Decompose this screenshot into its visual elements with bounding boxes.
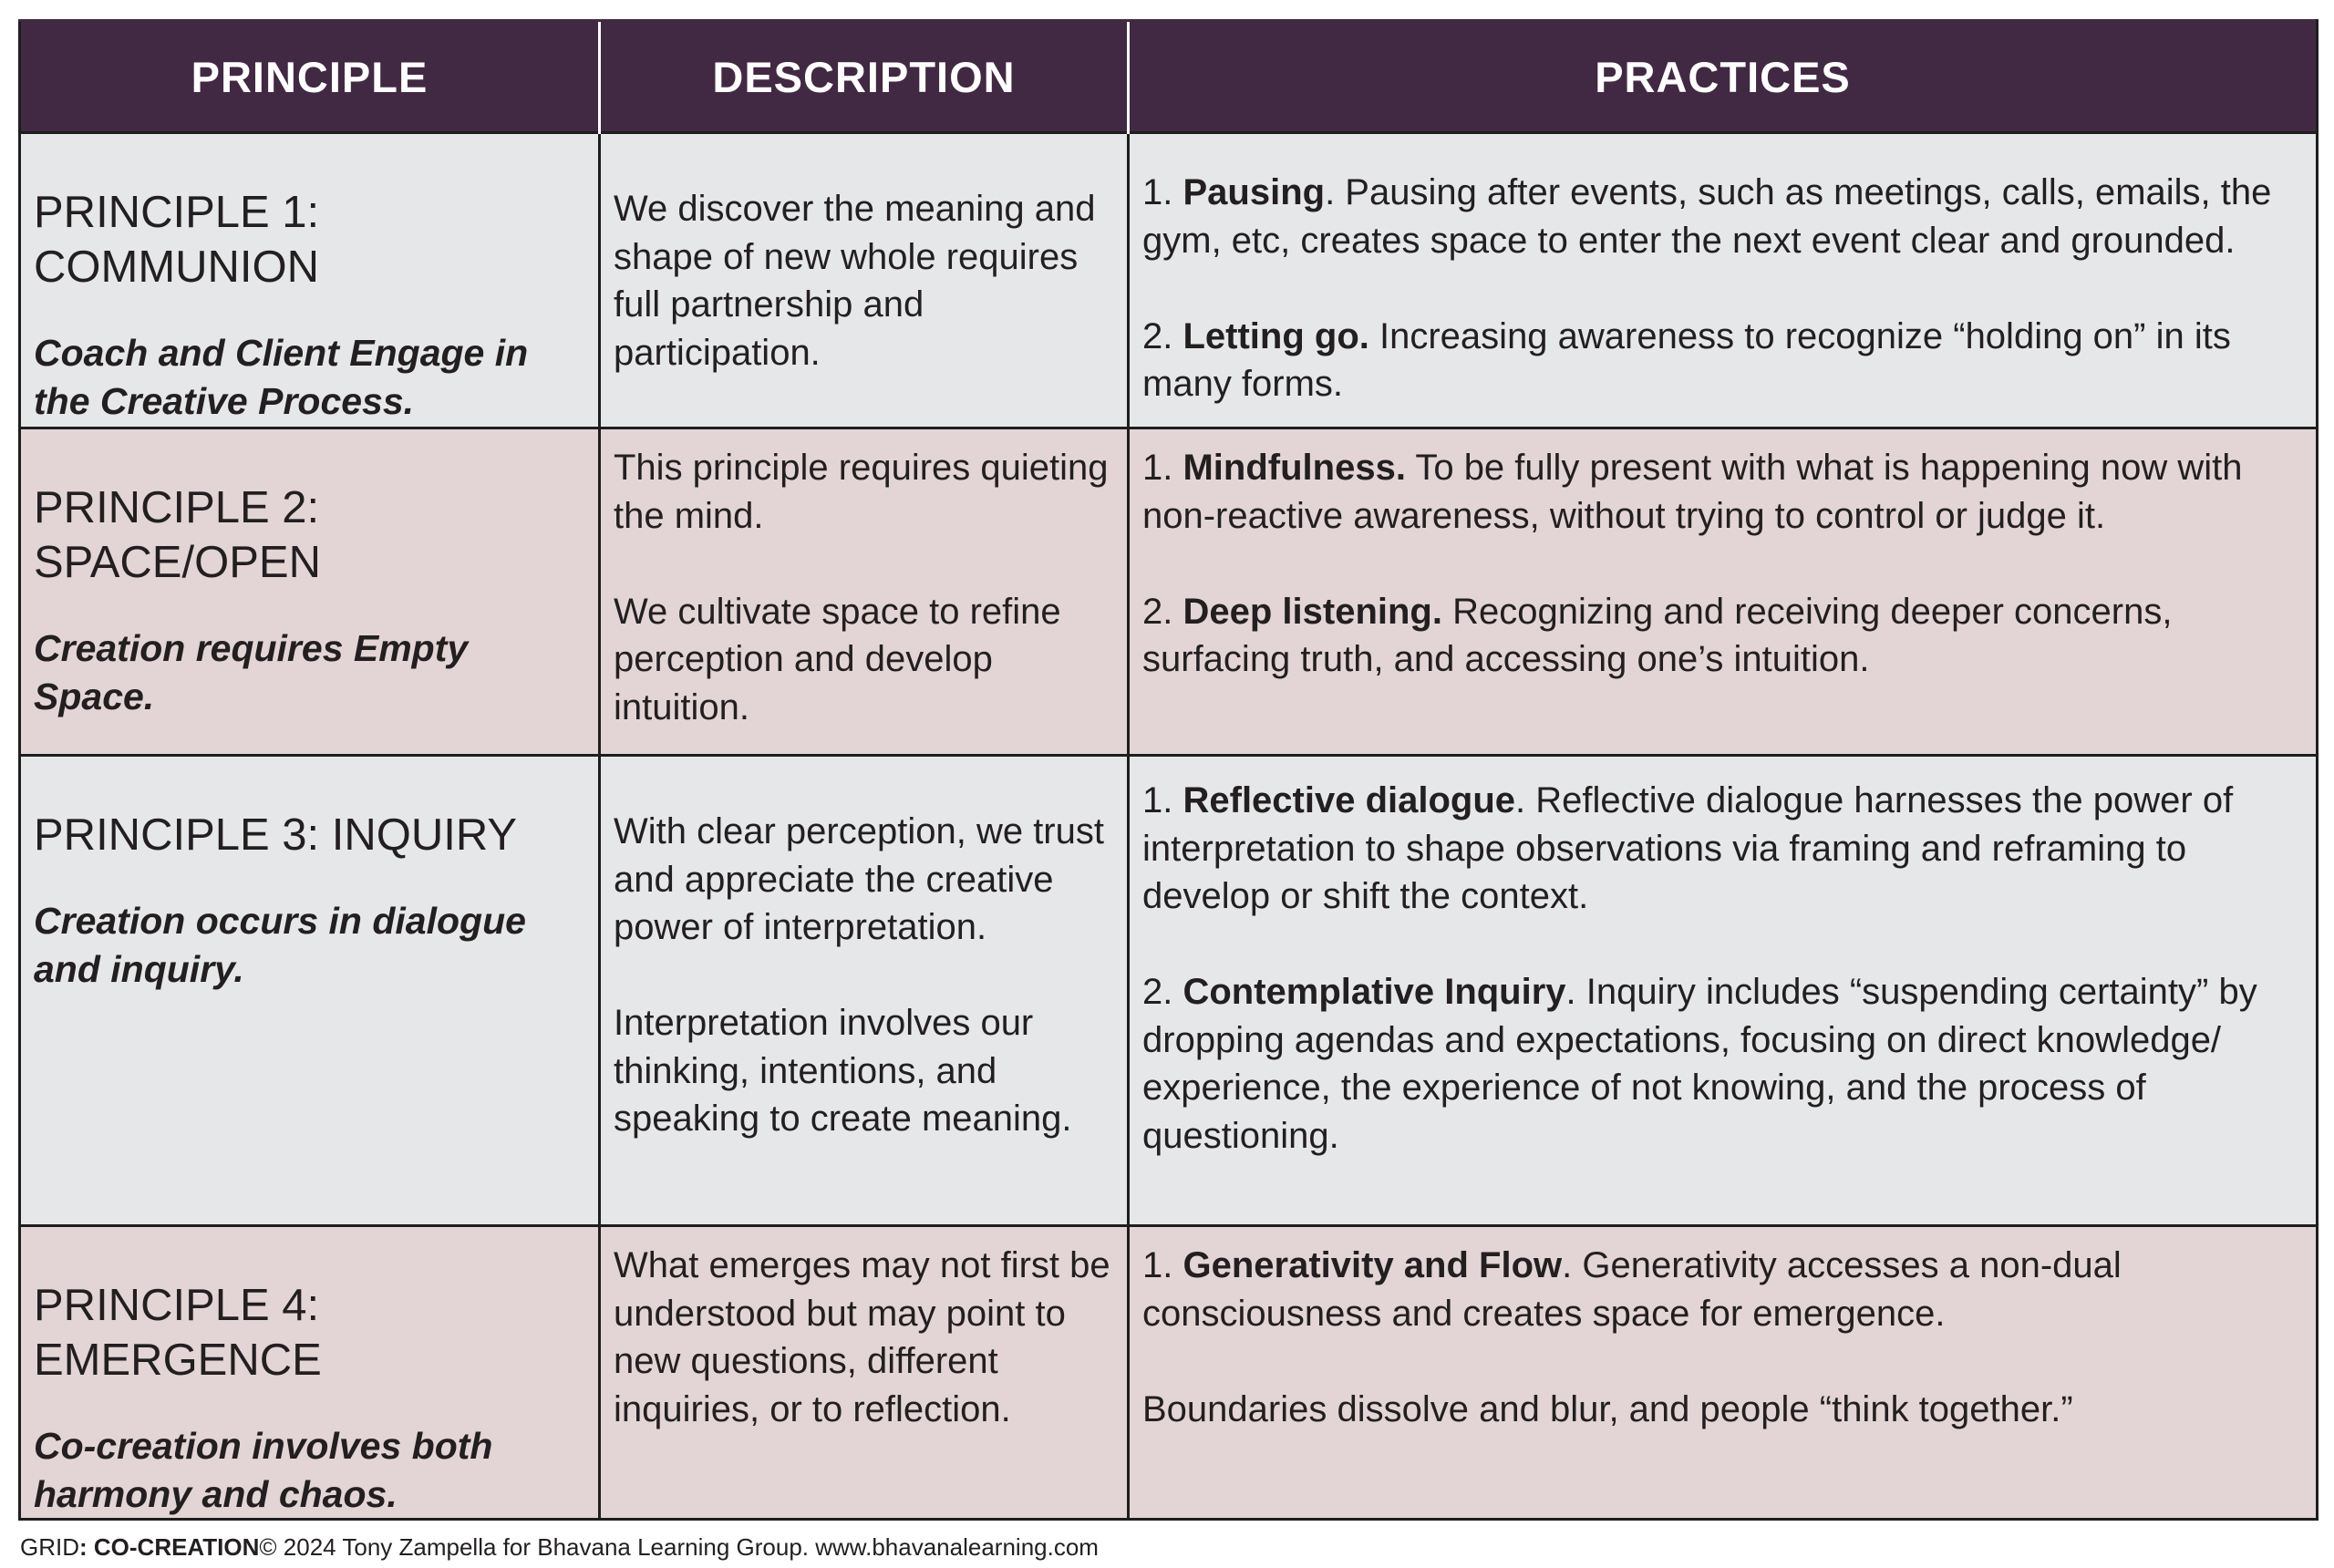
practice-name: Mindfulness. (1182, 448, 1406, 488)
principle-cell (20, 1226, 600, 1520)
practice-number: 2. (1142, 315, 1183, 356)
header-principle: PRINCIPLE (20, 21, 600, 133)
footer-prefix: GRID (20, 1533, 79, 1561)
practice-number: 2. (1142, 591, 1183, 632)
description-text: We cultivate space to refine perception and develop intuition. (614, 591, 1061, 727)
practice-number: 1. (1142, 172, 1183, 212)
footer-credit (20, 1533, 1099, 1562)
principle-title: PRINCIPLE 3: INQUIRY (34, 810, 518, 860)
footer-copyright: © 2024 Tony Zampella for Bhavana Learning Group. www.bhavanalearning.com (259, 1533, 1099, 1561)
description-text: We discover the meaning and shape of new whole requires full partnership and participation. (614, 189, 1096, 373)
practices-cell (1129, 756, 2318, 1226)
principle-subtitle: Coach and Client Engage in the Creative Process. (34, 332, 529, 422)
principle-cell (20, 428, 600, 756)
practices-cell (1129, 133, 2318, 428)
principle-cell (20, 756, 600, 1226)
principle-title: PRINCIPLE 1: COMMUNION (34, 188, 320, 292)
description-text: Interpretation involves our thinking, intentions, and speaking to create meaning. (614, 1003, 1072, 1139)
practices-cell (1129, 428, 2318, 756)
description-text: With clear perception, we trust and appreciate the creative power of interpretation. (614, 811, 1104, 947)
principle-row-3 (20, 756, 2318, 1226)
practice-number: 1. (1142, 780, 1183, 820)
principle-subtitle: Creation occurs in dialogue and inquiry. (34, 900, 526, 990)
practice-text: Increasing awareness to recognize “holding on” in its many forms. (1142, 315, 2231, 404)
description-cell (600, 1226, 1129, 1520)
principle-row-1 (20, 133, 2318, 428)
header-row (20, 21, 2318, 133)
practice-number: 2. (1142, 972, 1183, 1012)
practice-text: Recognizing and receiving deeper concerns, surfacing truth, and accessing one’s intuition. (1142, 591, 2173, 679)
practice-item (1142, 313, 2303, 408)
header-description: DESCRIPTION (600, 21, 1129, 133)
practice-text: . Generativity accesses a non-dual consciousness and creates space for emergence. (1142, 1245, 2122, 1334)
description-cell (600, 428, 1129, 756)
practice-item (1142, 968, 2303, 1160)
practice-name: Generativity and Flow (1182, 1245, 1563, 1285)
co-creation-grid (18, 19, 2319, 1521)
practice-item (1142, 588, 2303, 684)
practice-number: 1. (1142, 448, 1183, 488)
principle-title: PRINCIPLE 4: EMERGENCE (34, 1281, 322, 1385)
description-text: What emerges may not first be understood but may point to new questions, different inquiries, or to reflection. (614, 1245, 1110, 1429)
practice-item (1142, 777, 2303, 921)
practice-text: . Pausing after events, such as meetings, calls, emails, the gym, etc, creates space to enter the next event clear and grounded. (1142, 172, 2272, 261)
principle-subtitle: Creation requires Empty Space. (34, 627, 469, 717)
practice-item (1142, 169, 2303, 264)
practice-name: Reflective dialogue (1182, 780, 1516, 820)
principle-cell (20, 133, 600, 428)
practices-cell (1129, 1226, 2318, 1520)
practice-item (1142, 1386, 2303, 1434)
footer-title: : CO-CREATION (79, 1533, 260, 1561)
principle-row-4 (20, 1226, 2318, 1520)
practice-text: To be fully present with what is happening now with non-reactive awareness, without trying to control or judge it. (1142, 448, 2243, 536)
practice-text: . Reflective dialogue harnesses the power of interpretation to shape observations via framing and reframing to develop or shift the context. (1142, 780, 2234, 916)
practice-name: Contemplative Inquiry (1182, 972, 1566, 1012)
description-cell (600, 756, 1129, 1226)
description-cell (600, 133, 1129, 428)
principle-row-2 (20, 428, 2318, 756)
description-text: This principle requires quieting the mind. (614, 448, 1109, 536)
principle-title: PRINCIPLE 2: SPACE/OPEN (34, 483, 321, 587)
practice-name: Letting go. (1182, 315, 1369, 356)
practice-name: Deep listening. (1182, 591, 1442, 632)
practice-item (1142, 1242, 2303, 1337)
header-practices: PRACTICES (1129, 21, 2318, 133)
practice-name: Pausing (1182, 172, 1326, 212)
practice-text: . Inquiry includes “suspending certainty” by dropping agendas and expectations, focusing on direct knowledge/ experience, the experience of not knowing, and the process of questioning. (1142, 972, 2257, 1156)
practice-number: 1. (1142, 1245, 1183, 1285)
principle-subtitle: Co-creation involves both harmony and chaos. (34, 1425, 493, 1515)
practice-text: Boundaries dissolve and blur, and people “think together.” (1142, 1388, 2073, 1429)
practice-item (1142, 444, 2303, 540)
